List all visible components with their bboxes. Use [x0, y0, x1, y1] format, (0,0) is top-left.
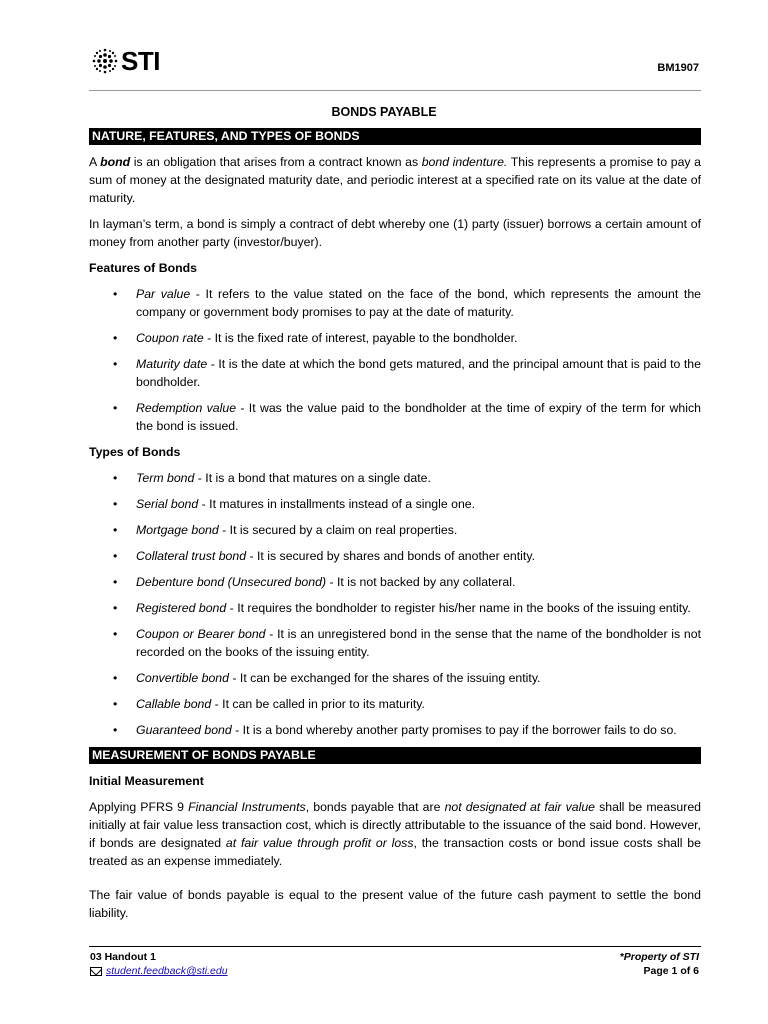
types-heading: Types of Bonds	[89, 445, 181, 459]
pfrs9-paragraph: Applying PFRS 9 Financial Instruments, bonds payable that are not designated at fair value shall be measured initially at fair value less transaction cost, which is directly attributable to the issuance of the said bond. However, if bonds are designated at fair value through profit or loss, the transaction costs or bond issue costs shall be treated as an expense immediately.	[89, 800, 701, 868]
sti-logo	[90, 44, 160, 78]
types-list	[89, 469, 701, 739]
list-item: • Guaranteed bond - It is a bond whereby another party promises to pay if the borrower fails to do so.	[113, 723, 677, 737]
list-item: • Registered bond - It requires the bondholder to register his/her name in the books of the issuing entity.	[113, 601, 691, 615]
list-item: • Term bond - It is a bond that matures on a single date.	[113, 471, 431, 485]
list-item: • Collateral trust bond - It is secured by shares and bonds of another entity.	[113, 549, 535, 563]
page-number: Page 1 of 6	[643, 965, 699, 977]
handout-label: 03 Handout 1	[90, 951, 156, 963]
footer-left	[90, 950, 228, 978]
globe-icon	[90, 46, 120, 76]
features-heading: Features of Bonds	[89, 261, 197, 275]
section-heading-measurement: MEASUREMENT OF BONDS PAYABLE	[89, 747, 701, 764]
list-item: • Coupon or Bearer bond - It is an unregistered bond in the sense that the name of the bondholder is not recorded on the books of the issuing entity.	[113, 627, 701, 659]
document-body	[89, 128, 701, 930]
footer-divider	[89, 946, 701, 947]
list-item: • Redemption value - It was the value paid to the bondholder at the time of expiry of the term for which the bond is issued.	[113, 401, 701, 433]
page-title: BONDS PAYABLE	[331, 105, 437, 119]
footer-right	[620, 950, 699, 978]
list-item: • Callable bond - It can be called in prior to its maturity.	[113, 697, 425, 711]
features-list	[89, 285, 701, 435]
header-divider	[89, 90, 701, 91]
bond-indenture-term: bond indenture.	[421, 155, 508, 169]
list-item: • Debenture bond (Unsecured bond) - It is not backed by any collateral.	[113, 575, 516, 589]
logo-text: STI	[121, 46, 160, 76]
initial-measurement-heading: Initial Measurement	[89, 774, 204, 788]
section-heading-nature: NATURE, FEATURES, AND TYPES OF BONDS	[89, 128, 701, 145]
feedback-email-link[interactable]: student.feedback@sti.edu	[106, 965, 228, 977]
mail-icon	[90, 967, 102, 976]
document-code: BM1907	[657, 62, 699, 74]
list-item: • Convertible bond - It can be exchanged for the shares of the issuing entity.	[113, 671, 541, 685]
fair-value-paragraph: The fair value of bonds payable is equal to the present value of the future cash payment to settle the bond liability.	[89, 888, 701, 920]
list-item: • Coupon rate - It is the fixed rate of interest, payable to the bondholder.	[113, 331, 518, 345]
bond-term: bond	[100, 155, 131, 169]
list-item: • Par value - It refers to the value stated on the face of the bond, which represents the amount the company or government body promises to pay at the date of maturity.	[113, 287, 701, 319]
property-label: *Property of STI	[619, 951, 699, 963]
bond-definition-paragraph: A bond is an obligation that arises from a contract known as bond indenture. This represents a promise to pay a sum of money at the designated maturity date, and periodic interest at a specified rate on its value at the date of maturity.	[89, 155, 701, 205]
layman-paragraph: In layman’s term, a bond is simply a contract of debt whereby one (1) party (issuer) borrows a certain amount of money from another party (investor/buyer).	[89, 217, 701, 249]
list-item: • Mortgage bond - It is secured by a claim on real properties.	[113, 523, 458, 537]
list-item: • Serial bond - It matures in installments instead of a single one.	[113, 497, 476, 511]
list-item: • Maturity date - It is the date at which the bond gets matured, and the principal amount that is paid to the bondholder.	[113, 357, 701, 389]
